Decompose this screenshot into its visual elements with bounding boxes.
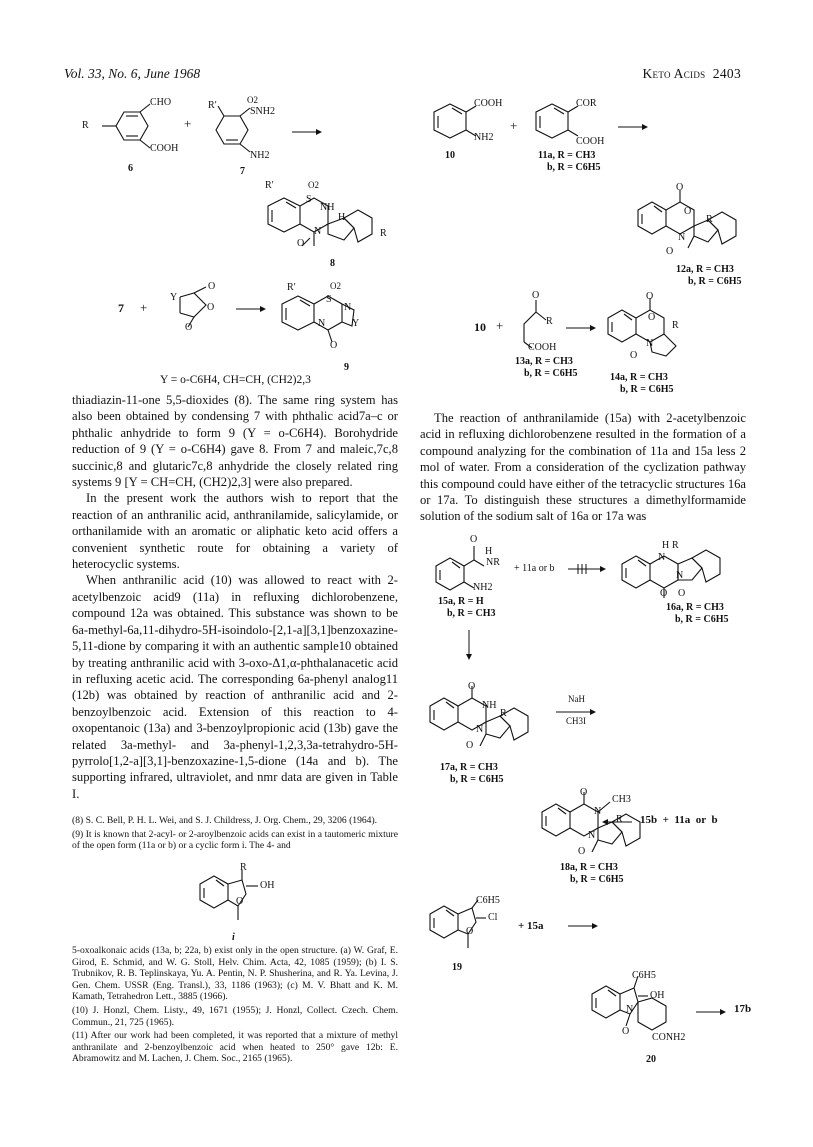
label-r: R bbox=[82, 120, 89, 131]
right-column-text bbox=[420, 410, 746, 525]
structure-8 bbox=[254, 180, 384, 260]
structure-12 bbox=[630, 180, 750, 265]
down-arrow bbox=[464, 630, 474, 660]
compound-label-20: 20 bbox=[646, 1054, 656, 1065]
label-cooh: COOH bbox=[150, 143, 179, 154]
compound-label-7: 7 bbox=[240, 166, 245, 177]
y-definition: Y = o-C6H4, CH=CH, (CH2)2,3 bbox=[160, 374, 311, 386]
compound-label-18a: 18a, R = CH3 bbox=[560, 862, 618, 873]
label-r-13: R bbox=[546, 316, 553, 327]
compound-label-15a: 15a, R = H bbox=[438, 596, 484, 607]
label-o-13: O bbox=[532, 290, 540, 301]
label-cooh-11: COOH bbox=[576, 136, 605, 147]
label-n-12: N bbox=[678, 232, 686, 243]
label-oh-20: OH bbox=[650, 990, 665, 1001]
reagent-ch3i: CH3I bbox=[566, 716, 586, 726]
label-n-16b: N bbox=[676, 570, 684, 581]
plus-sign: + bbox=[184, 116, 192, 131]
compound-label-15b: b, R = CH3 bbox=[447, 608, 496, 619]
compound-label-19: 19 bbox=[452, 962, 462, 973]
label-o-anh1: O bbox=[208, 281, 216, 292]
compound-label-11b: b, R = C6H5 bbox=[547, 162, 601, 173]
footnote-8: (8) S. C. Bell, P. H. L. Wei, and S. J. Childress, J. Org. Chem., 29, 3206 (1964). bbox=[72, 815, 378, 826]
label-o-15: O bbox=[470, 534, 478, 545]
footnotes-bottom bbox=[72, 945, 398, 1067]
label-o2-8: O2 bbox=[308, 180, 319, 190]
label-n-9b: N bbox=[318, 318, 326, 329]
reaction-arrow-18 bbox=[602, 818, 632, 826]
reagent-15a: + 15a bbox=[518, 920, 544, 932]
product-17b: 17b bbox=[734, 1003, 752, 1015]
reaction-arrow-13 bbox=[566, 324, 596, 332]
reaction-arrow-19 bbox=[568, 922, 598, 930]
label-ch3-18: CH3 bbox=[612, 794, 631, 805]
compound-label-17a: 17a, R = CH3 bbox=[440, 762, 498, 773]
compound-label-16a: 16a, R = CH3 bbox=[666, 602, 724, 613]
blocked-arrow bbox=[568, 564, 608, 574]
compound-label-11a: 11a, R = CH3 bbox=[538, 150, 596, 161]
label-cor: COR bbox=[576, 98, 597, 109]
label-n-16a: N bbox=[658, 552, 666, 563]
label-n-20: N bbox=[626, 1004, 634, 1015]
label-o-anh3: O bbox=[185, 322, 193, 333]
label-nh2-10: NH2 bbox=[474, 132, 494, 143]
footnote-11: (11) After our work had been completed, it was reported that a mixture of methyl anthranilate and 2-benzoylbenzoic acid when heated to 250° gave 12b: E. Abramowitz and M. Lachen, J. Chem. Soc., 2165 (1965). bbox=[72, 1030, 398, 1065]
label-nh2: NH2 bbox=[250, 150, 270, 161]
compound-label-13b: b, R = C6H5 bbox=[524, 368, 578, 379]
label-cl-19: Cl bbox=[488, 912, 498, 923]
structure-17 bbox=[424, 680, 544, 760]
label-n-17: N bbox=[476, 724, 484, 735]
label-r-12: R bbox=[706, 214, 713, 225]
label-o-19: O bbox=[466, 926, 474, 937]
reaction-arrow-nah bbox=[556, 708, 596, 716]
label-o-16a: O bbox=[660, 588, 668, 599]
footnote-9-continued: 5-oxoalkonaic acids (13a, b; 22a, b) exist only in the open structure. (a) W. Graf, E. Girod, E. Schmid, and W. G. Stoll, Helv. Chim. Acta, 42, 1085 (1959); (b) I. S. Trubnikov, R. B. Teplinskaya, Yu. A. Pentin, N. P. Shusherina, and R. Ya. Levina, J. Gen. Chem. USSR (Eng. Transl.), 33, 1186 (1963); (c) M. V. Bhatt and K. M. Kamath, Tetrahedron Lett., 3885 (1966). bbox=[72, 945, 398, 1003]
label-s-9: S bbox=[326, 294, 332, 305]
label-o2: O2 bbox=[247, 95, 258, 105]
label-r-14: R bbox=[672, 320, 679, 331]
label-r-17: R bbox=[500, 708, 507, 719]
label-o-i: O bbox=[236, 896, 244, 907]
paragraph-thiadiazine: thiadiazin-11-one 5,5-dioxides (8). The same ring system has also been obtained by condensing 7 with phthalic acid7a–c or phthalic anhydride to form 9 (Y = o-C6H4). Borohydride reduction of 9 (Y = o-C6H4) gave 8. From 7 and maleic,7c,8 succinic,8 and glutaric7c,8 anhydride the closely related ring systems 9 [Y = CH=CH, (CH2)2,3] were also prepared. bbox=[72, 393, 398, 490]
label-c6h5-19: C6H5 bbox=[476, 895, 500, 906]
paragraph-present-work: In the present work the authors wish to report that the reaction of an anthranilic acid, anthranilamide, salicylamide, or orthanilamide with an aromatic or aliphatic keto acid offers a convenient synthetic route for obtaining a variety of heterocyclic systems. bbox=[72, 491, 398, 572]
label-nr-15: NR bbox=[486, 557, 500, 568]
label-o2-9: O2 bbox=[330, 281, 341, 291]
label-o-12b: O bbox=[684, 206, 692, 217]
compound-label-17b: b, R = C6H5 bbox=[450, 774, 504, 785]
compound-label-i: i bbox=[232, 932, 235, 943]
label-o-20: O bbox=[622, 1026, 630, 1037]
label-o-14b: O bbox=[648, 312, 656, 323]
label-o-12c: O bbox=[666, 246, 674, 257]
label-o-9: O bbox=[330, 340, 338, 351]
label-o-12a: O bbox=[676, 182, 684, 193]
plus-sign-4: + bbox=[496, 318, 504, 333]
label-r-8: R bbox=[380, 228, 387, 239]
running-title bbox=[642, 66, 741, 82]
label-o-18a: O bbox=[580, 787, 588, 798]
label-cho: CHO bbox=[150, 97, 172, 108]
compound-label-14a: 14a, R = CH3 bbox=[610, 372, 668, 383]
label-r-18: R bbox=[616, 814, 623, 825]
label-snh2: SNH2 bbox=[250, 106, 276, 117]
reaction-arrow-7 bbox=[292, 128, 322, 136]
footnote-10: (10) J. Honzl, Chem. Listy., 49, 1671 (1955); J. Honzl, Collect. Czech. Chem. Commun., 21, 725 (1965). bbox=[72, 1004, 398, 1028]
plus-sign-2: + bbox=[140, 300, 148, 315]
label-cooh-13: COOH bbox=[528, 342, 557, 353]
reagents-18: 15b + 11a or b bbox=[640, 814, 718, 826]
label-o-anh2: O bbox=[207, 302, 215, 313]
label-n-18a: N bbox=[594, 806, 602, 817]
reaction-arrow-20 bbox=[696, 1008, 726, 1016]
paragraph-anthranilic: When anthranilic acid (10) was allowed to react with 2-acetylbenzoic acid9 (11a) in refluxing dichlorobenzene, compound 12a was obtained. This substance was shown to be 6a-methyl-6a,11-dihydro-5H-isoindolo-[2,1-a][3,1]benzoxazine-5,11-dione by comparing it with an authentic sample10 obtained by treating anthranilic acid with 3-oxo-Δ1,α-phthalanacetic acid in refluxing acetic acid. The corresponding 6a-phenyl analog11 (12b) was obtained by reaction of anthranilic acid and 2-benzoylbenzoic acid. Extension of this reaction to 4-oxopentanoic (13a) and 3-benzoylpropionic acid (13b) gave the related 3a-methyl- and 3a-phenyl-1,2,3,3a-tetrahydro-5H-pyrrolo[1,2-a][3,1]-benzoxazine-1,5-dione (14a and b). The supporting infrared, ultraviolet, and nmr data are given in Table I. bbox=[72, 573, 398, 801]
label-n-18b: N bbox=[588, 830, 596, 841]
reactant-7: 7 bbox=[118, 301, 124, 315]
label-cooh-10: COOH bbox=[474, 98, 503, 109]
label-r-prime: R′ bbox=[208, 100, 217, 111]
structure-i bbox=[190, 862, 280, 932]
footnote-9: (9) It is known that 2-acyl- or 2-aroylbenzoic acids can exist in a tautomeric mixture of the open form (11a or b) or a cyclic form i. The 4- and bbox=[72, 828, 398, 852]
label-o-17b: O bbox=[466, 740, 474, 751]
label-r-i: R bbox=[240, 862, 247, 873]
compound-label-12b: b, R = C6H5 bbox=[688, 276, 742, 287]
label-h-15: H bbox=[485, 546, 493, 557]
structure-14 bbox=[600, 290, 700, 370]
label-o-14a: O bbox=[646, 291, 654, 302]
footnotes-top bbox=[72, 815, 398, 854]
label-c6h5-20: C6H5 bbox=[632, 970, 656, 981]
label-h-8: H bbox=[338, 212, 346, 223]
reactant-10: 10 bbox=[474, 320, 486, 334]
label-o-17a: O bbox=[468, 681, 476, 692]
paragraph-anthranilamide: The reaction of anthranilamide (15a) with 2-acetylbenzoic acid in refluxing dichlorobenzene resulted in the formation of a compound analyzing for the combination of 11a and 15a less 2 mol of water. From a consideration of the cyclization pathway this compound could have either of the tetracyclic structures 16a or 17a. To distinguish these structures a dimethylformamide solution of the sodium salt of 16a or 17a was bbox=[420, 411, 746, 524]
reaction-arrow-10 bbox=[618, 123, 648, 131]
structure-18 bbox=[536, 786, 656, 866]
compound-label-9: 9 bbox=[344, 362, 349, 373]
label-o-14c: O bbox=[630, 350, 638, 361]
label-n-8: N bbox=[314, 226, 322, 237]
label-nh-8: NH bbox=[320, 202, 335, 213]
label-n-9a: N bbox=[344, 302, 352, 313]
left-column-text bbox=[72, 392, 398, 802]
reaction-arrow-9 bbox=[236, 305, 266, 313]
compound-label-10: 10 bbox=[445, 150, 455, 161]
label-y-9: Y bbox=[352, 318, 360, 329]
label-s-8: S bbox=[306, 194, 312, 205]
running-title-text: Keto Acids bbox=[642, 66, 706, 81]
reagent-11ab: + 11a or b bbox=[514, 563, 555, 574]
reagent-nah: NaH bbox=[568, 694, 585, 704]
label-r-16: R bbox=[672, 540, 679, 551]
plus-sign-3: + bbox=[510, 118, 518, 133]
label-o-8: O bbox=[297, 238, 305, 249]
label-nh-17: NH bbox=[482, 700, 497, 711]
compound-label-18b: b, R = C6H5 bbox=[570, 874, 624, 885]
compound-label-12a: 12a, R = CH3 bbox=[676, 264, 734, 275]
label-conh2-20: CONH2 bbox=[652, 1032, 686, 1043]
structure-6 bbox=[96, 100, 179, 170]
label-r-prime-8: R′ bbox=[265, 180, 274, 191]
compound-label-16b: b, R = C6H5 bbox=[675, 614, 729, 625]
compound-label-14b: b, R = C6H5 bbox=[620, 384, 674, 395]
page-number: 2403 bbox=[712, 66, 741, 81]
label-o-16b: O bbox=[678, 588, 686, 599]
label-h-16: H bbox=[662, 540, 670, 551]
label-r-prime-9: R′ bbox=[287, 282, 296, 293]
label-n-14: N bbox=[646, 338, 654, 349]
label-y: Y bbox=[170, 292, 178, 303]
compound-label-13a: 13a, R = CH3 bbox=[515, 356, 573, 367]
compound-label-8: 8 bbox=[330, 258, 335, 269]
label-o-18b: O bbox=[578, 846, 586, 857]
label-nh2-15: NH2 bbox=[473, 582, 493, 593]
label-oh-i: OH bbox=[260, 880, 275, 891]
compound-label-6: 6 bbox=[128, 163, 133, 174]
journal-header: Vol. 33, No. 6, June 1968 bbox=[64, 66, 201, 81]
